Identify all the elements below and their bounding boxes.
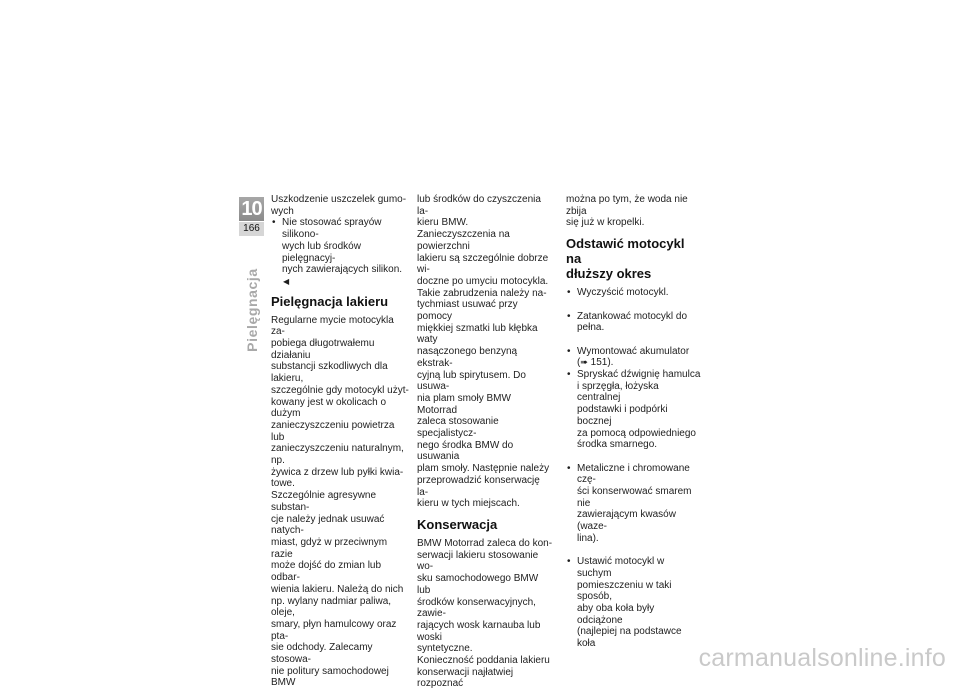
text-column-3: [566, 194, 701, 650]
text-line: sie odchody. Zalecamy stosowa-: [271, 642, 373, 666]
heading-line: Odstawić motocykl na: [566, 236, 685, 267]
list-item: [566, 287, 701, 299]
text-column-1: [271, 194, 409, 689]
text-line: Regularne mycie motocykla za-: [271, 314, 394, 338]
text-line: żywica z drzew lub pyłki kwia-: [271, 466, 404, 478]
text-line: Nie stosować sprayów silikono-: [282, 217, 382, 241]
end-of-section-icon: ◀: [283, 276, 290, 286]
text-line: nie politury samochodowej BMW: [271, 665, 389, 689]
text-line: serwacji lakieru stosowanie wo-: [417, 549, 539, 573]
section-heading: Pielęgnacja lakieru: [271, 293, 389, 309]
text-line: nych zawierających silikon.: [282, 264, 403, 276]
text-line: wych: [271, 205, 294, 217]
bullet-list: [566, 287, 701, 650]
text-column-2: [417, 194, 553, 690]
body-paragraph: [417, 538, 553, 690]
text-line: szczególnie gdy motocykl użyt-: [271, 384, 409, 396]
chapter-number: 10: [239, 197, 264, 221]
text-line: środków konserwacyjnych, zawie-: [417, 596, 536, 620]
text-line: kieru BMW.: [417, 217, 469, 229]
bullet-list: [271, 217, 409, 287]
text-line: doczne po umyciu motocykla.: [417, 275, 549, 287]
text-line: zanieczyszczeniu powietrza lub: [271, 419, 395, 443]
text-line: aby oba koła były odciążone: [577, 603, 655, 626]
text-line: smary, płyn hamulcowy oraz pta-: [271, 618, 397, 642]
text-line: i sprzęgła, łożyska centralnej: [577, 380, 659, 404]
text-line: lub środków do czyszczenia la-: [417, 194, 541, 217]
text-line: Metaliczne i chromowane czę-: [577, 462, 690, 486]
text-line: Szczególnie agresywne substan-: [271, 490, 377, 513]
text-line: cyjną lub spirytusem. Do usuwa-: [417, 369, 526, 393]
text-line: Spryskać dźwignię hamulca: [577, 369, 701, 380]
text-line: może dojść do zmian lub odbar-: [271, 560, 382, 584]
page-reference-icon: ➠: [580, 357, 588, 368]
body-paragraph: [271, 315, 409, 690]
text-line: kieru w tych miejscach.: [417, 498, 520, 510]
text-line: np. wylany nadmiar paliwa, oleje,: [271, 595, 392, 619]
intro-paragraph: [271, 194, 409, 217]
text-line: plam smoły. Następnie należy: [417, 463, 550, 475]
text-line: ści konserwować smarem nie: [577, 486, 692, 509]
list-item: [566, 556, 701, 650]
section-heading: [566, 236, 701, 281]
text-line: Uszkodzenie uszczelek gumo-: [271, 194, 407, 205]
text-line: Takie zabrudzenia należy na-: [417, 287, 547, 299]
text-line: przeprowadzić konserwację la-: [417, 474, 540, 498]
text-line: zaleca stosowanie specjalistycz-: [417, 416, 499, 440]
list-item: [566, 369, 701, 451]
text-line: miękkiej szmatki lub kłębka waty: [417, 322, 538, 346]
text-line: pomieszczeniu w taki sposób,: [577, 579, 672, 603]
list-item: [566, 463, 701, 545]
text-line: środka smarnego.: [577, 439, 658, 451]
section-heading: Konserwacja: [417, 516, 498, 532]
text-line: Zanieczyszczenia na powierzchni: [417, 229, 510, 252]
heading-line: dłuższy okres: [566, 266, 652, 282]
section-side-label: Pielęgnacja: [244, 268, 260, 352]
text-fragment: (: [577, 357, 581, 369]
list-item: [566, 311, 701, 334]
text-line: nasączonego benzyną ekstrak-: [417, 346, 518, 369]
text-line: substancji szkodliwych dla lakieru,: [271, 361, 388, 385]
text-line: zanieczyszczeniu naturalnym, np.: [271, 443, 404, 467]
intro-paragraph: [566, 194, 701, 229]
text-line: za pomocą odpowiedniego: [577, 427, 696, 439]
text-line: rających wosk karnauba lub woski: [417, 619, 541, 643]
text-line: cje należy jednak usuwać natych-: [271, 513, 385, 537]
text-line: sku samochodowego BMW lub: [417, 573, 539, 596]
text-line: nia plam smoły BMW Motorrad: [417, 392, 511, 416]
text-line: Wymontować akumulator: [577, 345, 690, 357]
text-line: lina).: [577, 532, 599, 544]
text-line: kowany jest w okolicach o dużym: [271, 396, 387, 420]
text-line: konserwacji najłatwiej rozpoznać: [417, 666, 514, 690]
text-line: zawierającym kwasów (waze-: [577, 509, 676, 533]
chapter-tab: [239, 197, 264, 236]
text-line: miast, gdyż w przeciwnym razie: [271, 536, 388, 560]
page-number: 166: [239, 222, 264, 236]
text-line: tychmiast usuwać przy pomocy: [417, 299, 518, 323]
text-line: się już w kropelki.: [566, 217, 645, 229]
text-line: towe.: [271, 478, 295, 490]
watermark: carmanualsonline.info: [698, 644, 946, 672]
list-item: [271, 217, 409, 287]
text-line: lakieru są szczególnie dobrze wi-: [417, 252, 549, 276]
text-line: pobiega długotrwałemu działaniu: [271, 338, 375, 361]
text-line: można po tym, że woda nie zbija: [566, 194, 688, 217]
page-reference: 151).: [587, 357, 614, 369]
text-line: BMW Motorrad zaleca do kon-: [417, 537, 553, 549]
text-line: Wyczyścić motocykl.: [577, 287, 669, 299]
text-line: Konieczność poddania lakieru: [417, 655, 550, 667]
text-line: Zatankować motocykl do pełna.: [577, 310, 688, 334]
text-line: Ustawić motocykl w suchym: [577, 556, 665, 579]
text-line: (najlepiej na podstawce koła: [577, 626, 682, 650]
text-line: podstawki i podpórki bocznej: [577, 404, 668, 427]
text-line: wienia lakieru. Należą do nich: [271, 583, 404, 595]
text-line: nego środka BMW do usuwania: [417, 439, 514, 463]
text-line: wych lub środków pielęgnacyj-: [282, 240, 361, 264]
list-item: [566, 346, 701, 369]
text-line: syntetyczne.: [417, 643, 473, 655]
body-paragraph: [417, 194, 553, 510]
